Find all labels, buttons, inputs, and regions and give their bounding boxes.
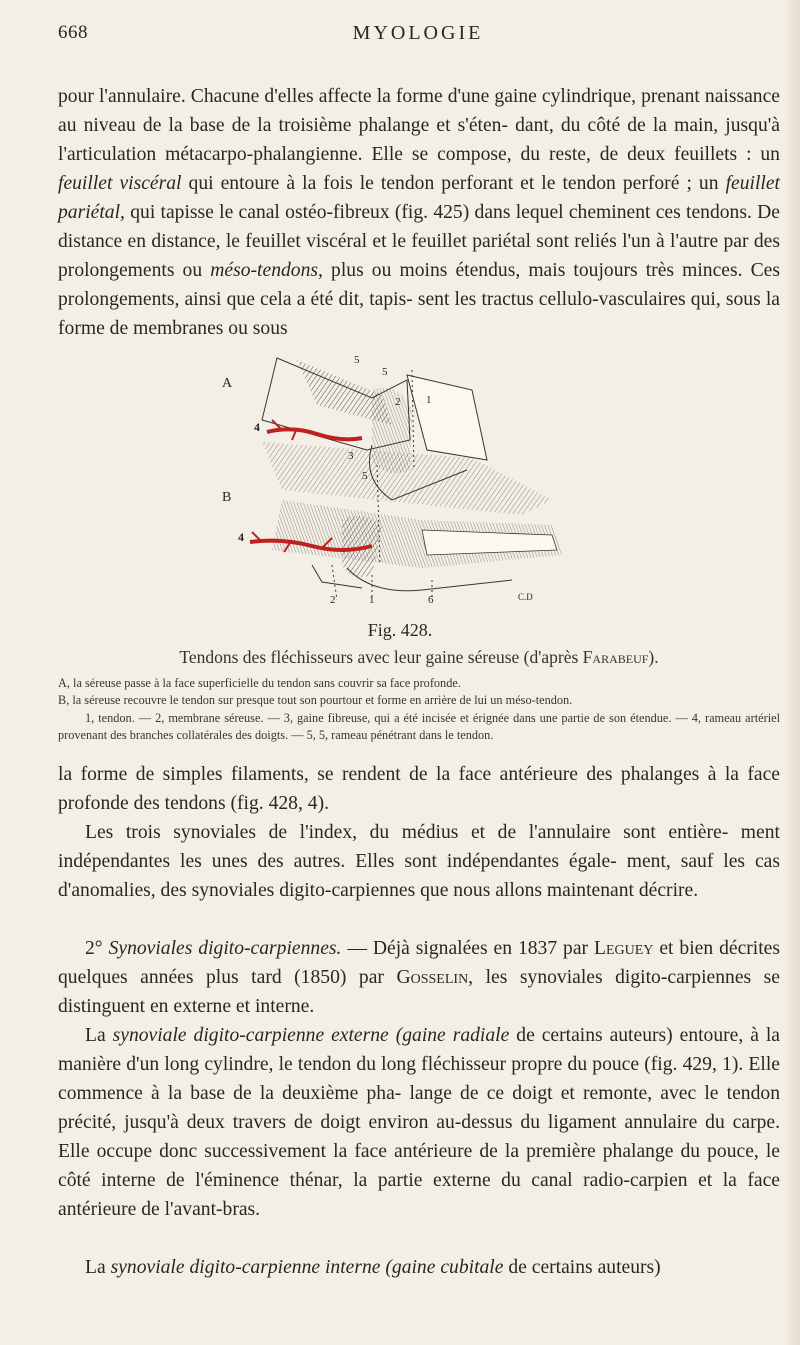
paragraph-synoviales-index: Les trois synoviales de l'index, du médius et de l'annulaire sont entière- ment indépendantes les unes des autres. Elles sont indépendantes égale- ment, sauf les cas d'anomalies, des synoviales digito-carpiennes que nous allons maintenant décrire.: [58, 822, 780, 901]
text-run: Elle se compose, du reste, de deux feuillets : un: [371, 144, 780, 165]
caption-author: Farabeuf: [582, 647, 649, 667]
figure-number: 2: [395, 396, 401, 408]
figure-number: 1: [426, 394, 432, 406]
text-run: qui tapisse le canal ostéo-fibreux (fig. 425) dans lequel cheminent ces tendons. De distance en distance, le feuillet viscéral et le feuillet pariétal sont reliés l'un à l'autre par des prolongements ou: [58, 202, 780, 281]
figure-number: 5: [382, 366, 388, 378]
paragraph-top: [58, 82, 780, 343]
figure-number: 1: [369, 594, 375, 606]
figure-number: 4: [238, 530, 244, 544]
figure-letter-a: A: [222, 376, 233, 391]
text-run: pour l'annulaire. Chacune d'elles affecte la forme d'une gaine cylindrique, prenant naissance au niveau de la base de la troisième phalange et s'éten- dant, du côté de la main, jusqu'à l'articulation métacarpo-phalangienne.: [58, 86, 780, 165]
section-title: Synoviales digito-carpiennes.: [108, 938, 342, 959]
term-meso-tendons: méso-tendons,: [210, 260, 323, 281]
figure-number: 2: [330, 594, 336, 606]
term-synoviale-interne: synoviale digito-carpienne interne: [110, 1257, 381, 1278]
tendon-engraving: [222, 350, 582, 612]
author-leguey: Leguey: [594, 938, 654, 959]
figure-number: 3: [348, 450, 354, 462]
paragraph-gaine-radiale: [58, 1021, 780, 1224]
figure-number: C.D: [518, 592, 533, 602]
legend-line-b: B, la séreuse recouvre le tendon sur presque tout son pourtour et forme en arrière de lui un méso-tendon.: [58, 693, 573, 707]
figure-caption: [58, 645, 780, 669]
text-run: les synoviales digito-carpiennes se distinguent en externe et interne.: [58, 967, 780, 1017]
term-gaine-radiale: (gaine radiale: [395, 1025, 510, 1046]
term-synoviale-externe: synoviale digito-carpienne externe: [112, 1025, 389, 1046]
figure-label: Fig. 428.: [367, 620, 433, 640]
figure-number: 6: [428, 594, 434, 606]
text-run: La: [85, 1257, 106, 1278]
paragraph-gaine-cubitale: [58, 1253, 780, 1282]
figure-428-illustration: [222, 350, 582, 612]
author-gosselin: Gosselin,: [396, 967, 474, 988]
legend-line-a: A, la séreuse passe à la face superficielle du tendon sans couvrir sa face profonde.: [58, 676, 461, 690]
term-gaine-cubitale: (gaine cubitale: [385, 1257, 504, 1278]
figure-number: 5: [354, 354, 360, 366]
page-header: [58, 22, 778, 50]
text-run: plus ou moins étendus, mais toujours très minces. Ces prolongements, ainsi que cela a été dit, tapis- sent les tractus cellulo-vasculaires qui, sous la forme de membranes ou sous: [58, 260, 781, 339]
text-run: — Déjà signalées en 1837 par: [347, 938, 589, 959]
caption-text: Tendons des fléchisseurs avec leur gaine séreuse (d'après: [179, 647, 579, 667]
running-head: MYOLOGIE: [352, 22, 484, 44]
text-run: La: [85, 1025, 106, 1046]
section-number: 2°: [85, 938, 103, 959]
text-run: qui entoure à la fois le tendon perforant et le tendon perforé ; un: [188, 173, 719, 194]
term-feuillet-visceral: feuillet viscéral: [58, 173, 182, 194]
legend-line-numbers: 1, tendon. — 2, membrane séreuse. — 3, gaine fibreuse, qui a été incisée et érignée dans une partie de son étendue. — 4, rameau artériel provenant des branches collatérales des doigts. — 5, 5, rameau pénétrant dans le tendon.: [58, 711, 780, 742]
text-run: de certains auteurs) entoure, à la manière d'un long cylindre, le tendon du long fléchisseur propre du pouce (fig. 429, 1). Elle commence à la base de la deuxième pha- lange de ce doigt et remonte, avec le tendon précité, jusqu'à deux travers de doigt environ au-dessus du ligament annulaire du carpe. Elle occupe donc successivement la face antérieure de la première phalange du pouce, le côté interne de l'éminence thénar, la partie externe du canal radio-carpien et la face antérieure de l'avant-bras.: [58, 1025, 780, 1220]
page-number: 668: [58, 22, 88, 43]
text-run: et bien décrites quelques années plus tard (1850) par: [58, 938, 781, 988]
figure-number: 4: [254, 420, 260, 434]
caption-end: ).: [648, 647, 659, 667]
paragraph-digito-carpiennes: [58, 934, 780, 1021]
paragraph-continuation: la forme de simples filaments, se rendent de la face antérieure des phalanges à la face profonde des tendons (fig. 428, 4).: [58, 764, 780, 814]
text-run: de certains auteurs): [508, 1257, 661, 1278]
page-edge-shadow: [788, 0, 800, 1345]
figure-letter-b: B: [222, 490, 232, 505]
figure-number: 5: [362, 470, 368, 482]
term-feuillet-parietal: feuillet pariétal,: [58, 173, 780, 223]
